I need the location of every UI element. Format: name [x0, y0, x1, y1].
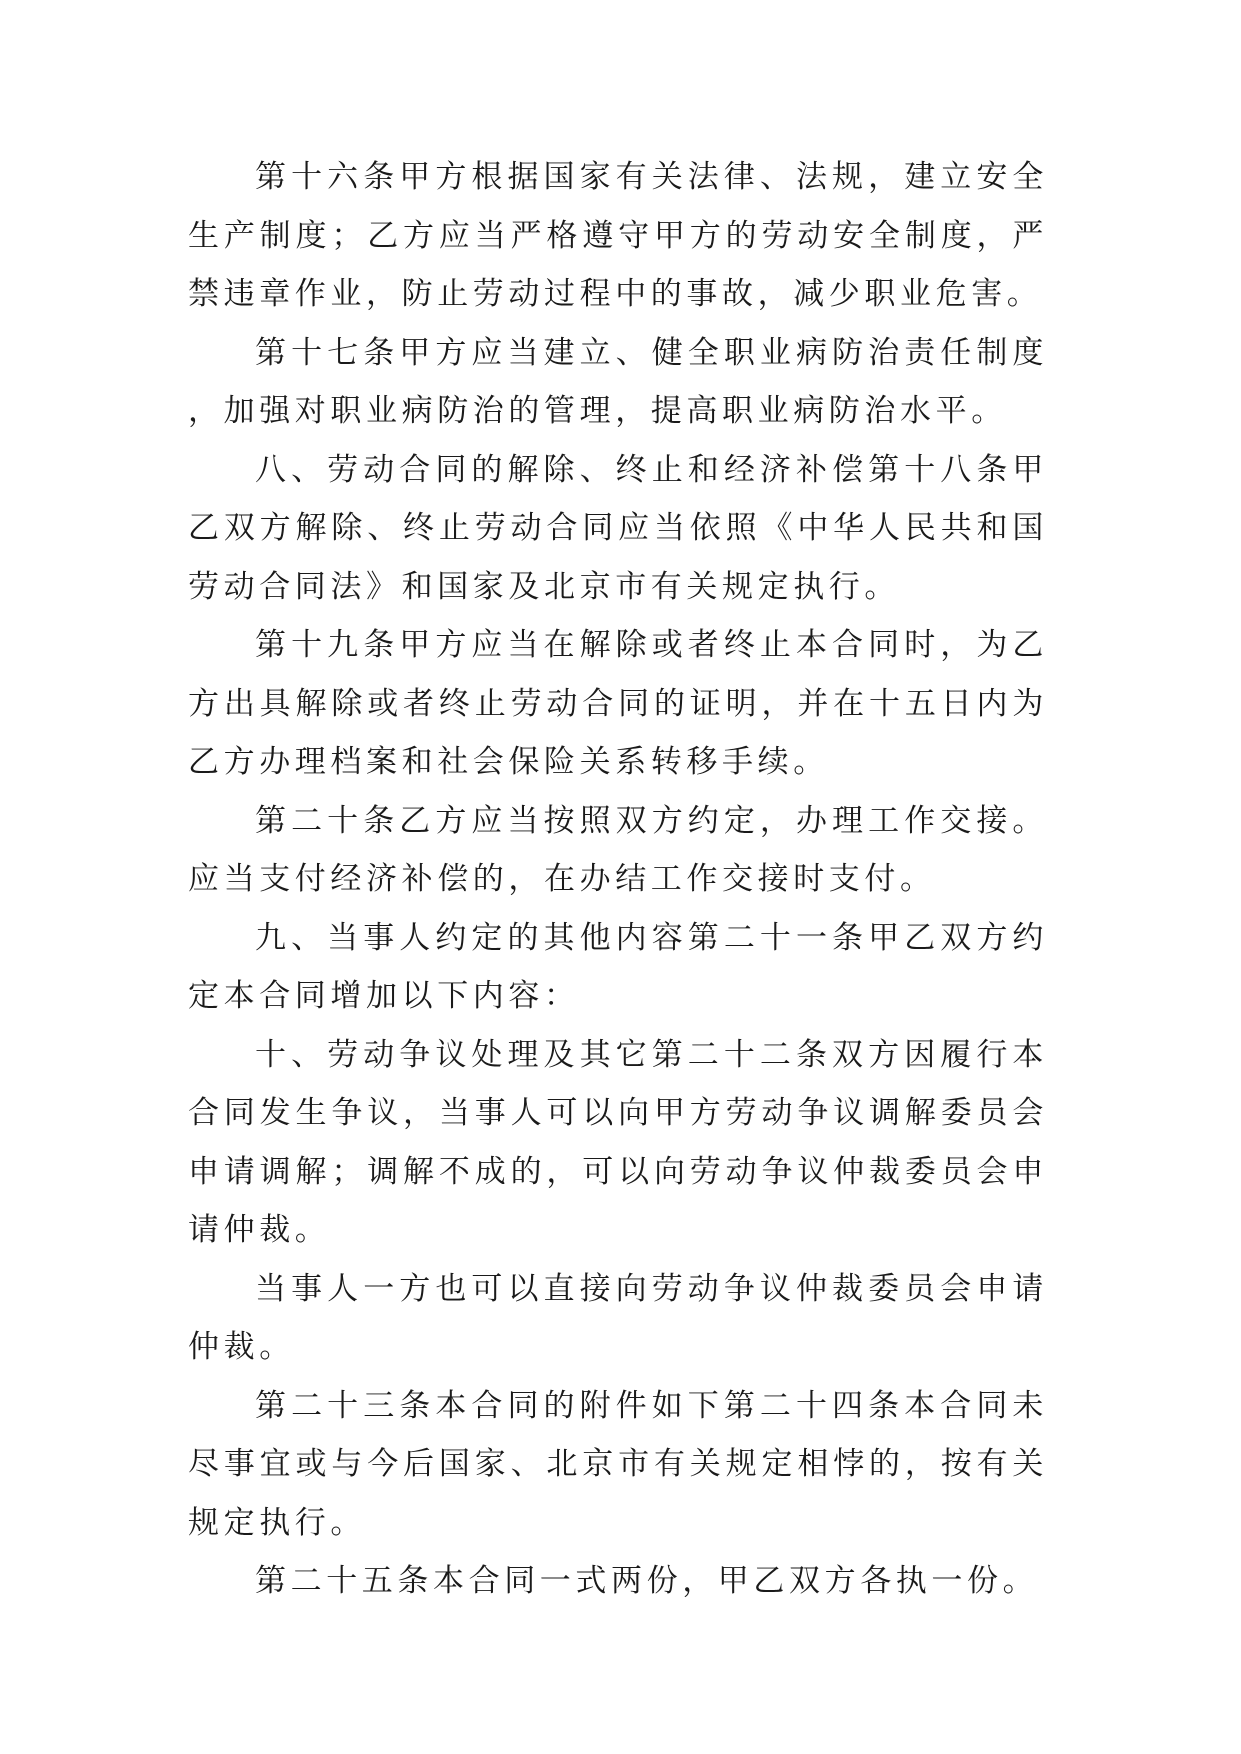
arbitration-paragraph: 当事人一方也可以直接向劳动争议仲裁委员会申请仲裁。 [188, 1270, 1048, 1365]
article-17-paragraph: 第十七条甲方应当建立、健全职业病防治责任制度，加强对职业病防治的管理，提高职业病防治水平。 [188, 334, 1048, 429]
article-16-paragraph: 第十六条甲方根据国家有关法律、法规，建立安全生产制度；乙方应当严格遵守甲方的劳动安全制度，严禁违章作业，防止劳动过程中的事故，减少职业危害。 [188, 159, 1048, 312]
article-23-24-paragraph: 第二十三条本合同的附件如下第二十四条本合同未尽事宜或与今后国家、北京市有关规定相悖的，按有关规定执行。 [188, 1387, 1048, 1541]
section-10-article-22-paragraph: 十、劳动争议处理及其它第二十二条双方因履行本合同发生争议，当事人可以向甲方劳动争议调解委员会申请调解；调解不成的，可以向劳动争议仲裁委员会申请仲裁。 [188, 1036, 1048, 1248]
document-body [188, 148, 1048, 1611]
article-19-paragraph: 第十九条甲方应当在解除或者终止本合同时，为乙方出具解除或者终止劳动合同的证明，并在十五日内为乙方办理档案和社会保险关系转移手续。 [188, 627, 1048, 780]
article-20-paragraph: 第二十条乙方应当按照双方约定，办理工作交接。应当支付经济补偿的，在办结工作交接时支付。 [188, 802, 1048, 897]
section-8-article-18-paragraph: 八、劳动合同的解除、终止和经济补偿第十八条甲乙双方解除、终止劳动合同应当依照《中华人民共和国劳动合同法》和国家及北京市有关规定执行。 [188, 451, 1048, 605]
section-9-article-21-paragraph: 九、当事人约定的其他内容第二十一条甲乙双方约定本合同增加以下内容： [188, 919, 1048, 1014]
article-25-paragraph: 第二十五条本合同一式两份，甲乙双方各执一份。 [255, 1563, 1039, 1599]
